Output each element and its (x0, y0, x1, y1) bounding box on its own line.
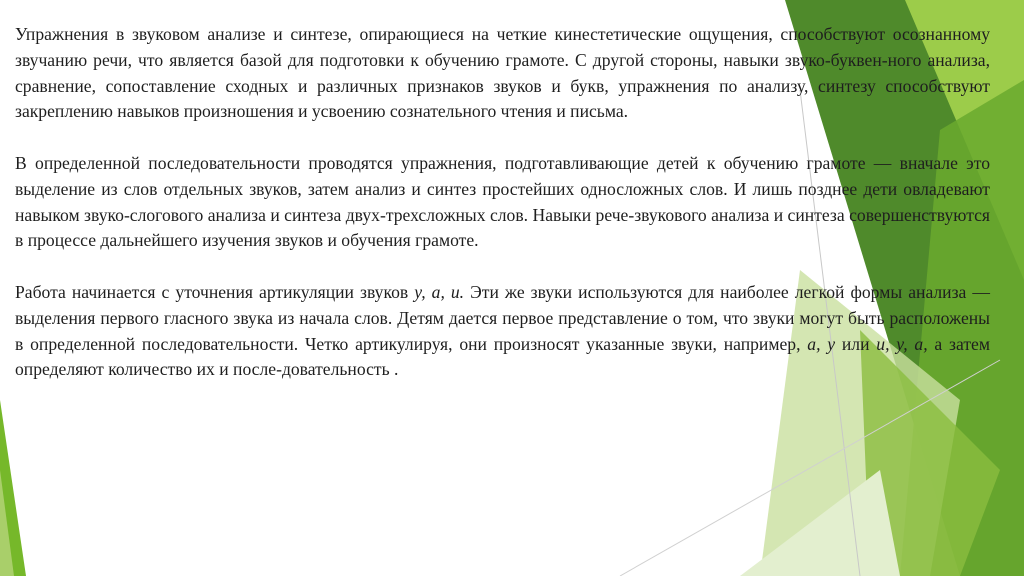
paragraph-2: В определенной последовательности проводятся упражнения, подготавливающие детей к обучению грамоте — вначале это выделение из слов отдельных звуков, затем анализ и синтез простейших односложных слов. И лишь позднее дети овладевают навыком звуко-слогового анализа и синтеза двух-трехсложных слов. Навыки рече-звукового анализа и синтеза совершенствуются в процессе дальнейшего изучения звуков и обучения грамоте. (15, 152, 990, 251)
text-run: а затем определяют количество их и после-довательность . (15, 333, 990, 380)
paragraph-3 (15, 280, 990, 383)
paragraph-1: Упражнения в звуковом анализе и синтезе, опирающиеся на четкие кинестетические ощущения, способствуют осознанному звучанию речи, что является базой для подготовки к обучению грамоте. С другой стороны, навыки звуко-буквен-ного анализа, сравнение, сопоставление сходных и различных признаков звуков и букв, упражнения по анализу, синтезу способствуют закреплению навыков произношения и усвоению сознательного чтения и письма. (15, 24, 990, 122)
text-run: Эти же звуки используются для наиболее легкой формы анализа — выделения первого гласного звука из начала слов. Детям дается первое представление о том, что звуки могут быть расположены в определенной последовательности. Четко артикулируя, они произносят указанные звуки, например, (15, 281, 990, 354)
text-run: Работа начинается с уточнения артикуляции звуков (15, 281, 415, 302)
italic-sounds: а, у (807, 333, 836, 354)
text-run: или (835, 333, 877, 354)
italic-sounds: у, а, и. (414, 281, 465, 302)
italic-sounds: и, у, а, (876, 333, 928, 354)
slide-body-text (15, 22, 990, 409)
